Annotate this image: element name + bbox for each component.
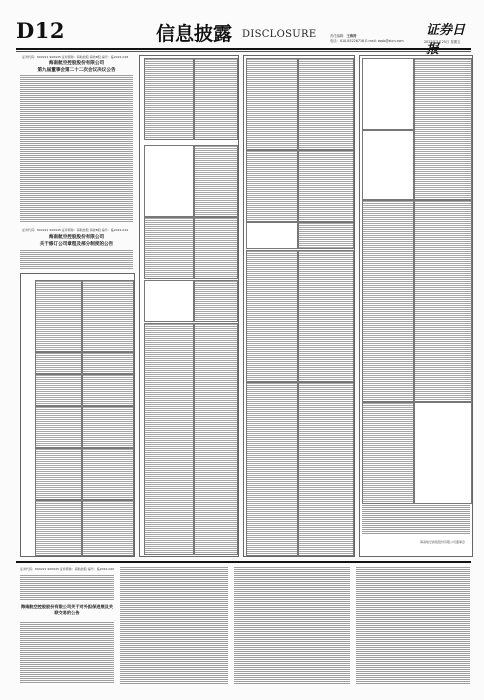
editor-label: 责任编辑： xyxy=(330,34,347,38)
table-cell xyxy=(298,250,354,382)
table-cell xyxy=(144,58,194,140)
closing-text xyxy=(362,505,470,535)
bottom-text-1a xyxy=(20,575,114,601)
table-cell xyxy=(246,382,298,556)
table-cell xyxy=(35,280,82,352)
table-cell xyxy=(362,200,414,402)
bottom-text-3 xyxy=(234,567,350,684)
bottom-notice-code: 证券代码：600221 900945 证券简称：海航控股 编号：临2022-020 xyxy=(20,567,115,571)
table-cell xyxy=(194,145,238,217)
notice-title-2: 关于修订公司章程及部分制度的公告 xyxy=(39,242,114,247)
table-cell xyxy=(144,323,194,555)
table-cell xyxy=(82,374,134,406)
bottom-text-1b xyxy=(20,622,114,684)
table-cell xyxy=(194,217,238,279)
table-cell xyxy=(298,58,354,150)
table-cell xyxy=(194,280,238,322)
notice-code-1: 证券代码：600221 900945 证券简称：海航控股 海控B股 编号：临2022-018 xyxy=(22,55,129,59)
bottom-notice-title: 海南航空控股股份有限公司关于对外担保进展及关联交易的公告 xyxy=(20,604,114,615)
table-cell xyxy=(35,500,82,556)
table-cell xyxy=(35,406,82,448)
notice-code-2: 证券代码：600221 900945 证券简称：海航控股 海控B股 编号：临2022-019 xyxy=(22,228,129,232)
table-cell xyxy=(414,58,472,200)
table-cell-empty xyxy=(144,145,194,217)
table-cell xyxy=(414,200,472,402)
table-cell xyxy=(35,448,82,500)
page-header xyxy=(16,18,471,48)
table-cell-empty xyxy=(362,130,414,200)
table-cell-empty xyxy=(144,280,194,322)
signature: 海南航空控股股份有限公司董事会 xyxy=(420,540,466,544)
table-cell xyxy=(246,250,298,382)
header-rule xyxy=(16,48,471,50)
table-cell xyxy=(194,323,238,555)
table-cell-empty xyxy=(362,58,414,130)
table-cell xyxy=(82,500,134,556)
masthead-logo: 证券日 xyxy=(426,23,466,38)
table-cell xyxy=(35,352,82,374)
section-title: 信息披露 xyxy=(156,23,233,45)
notice-title-1: 第九届董事会第二十二次会议决议公告 xyxy=(37,68,116,73)
table-cell xyxy=(82,352,134,374)
editor-name: 王海涛 xyxy=(346,34,357,38)
table-cell xyxy=(246,150,298,222)
table-cell xyxy=(144,217,194,279)
table-cell xyxy=(35,374,82,406)
section-subtitle: DISCLOSURE xyxy=(242,29,317,40)
contact-line: 电话：010-85226716 E-mail: zqsb@stcn.com xyxy=(330,39,404,43)
bottom-text-2 xyxy=(120,567,228,684)
notice-company-1: 海南航空控股股份有限公司 xyxy=(48,61,105,66)
notice-body-1 xyxy=(20,75,133,223)
table-cell xyxy=(82,406,134,448)
bottom-text-4 xyxy=(356,567,470,684)
table-cell xyxy=(246,58,298,150)
table-cell xyxy=(298,150,354,222)
table-cell xyxy=(194,58,238,140)
table-cell-empty xyxy=(246,222,298,249)
table-cell xyxy=(298,382,354,556)
table-cell xyxy=(298,222,354,249)
notice-body-2 xyxy=(20,250,133,270)
page-number: D12 xyxy=(16,18,65,43)
notice-company-2: 海南航空控股股份有限公司 xyxy=(48,235,105,240)
table-cell-empty xyxy=(414,402,472,504)
issue-date: 2022年3月25日 星期五 xyxy=(424,40,461,44)
table-cell xyxy=(82,280,134,352)
header-rule-thin xyxy=(16,51,471,52)
table-cell xyxy=(82,448,134,500)
table-cell xyxy=(362,402,414,504)
